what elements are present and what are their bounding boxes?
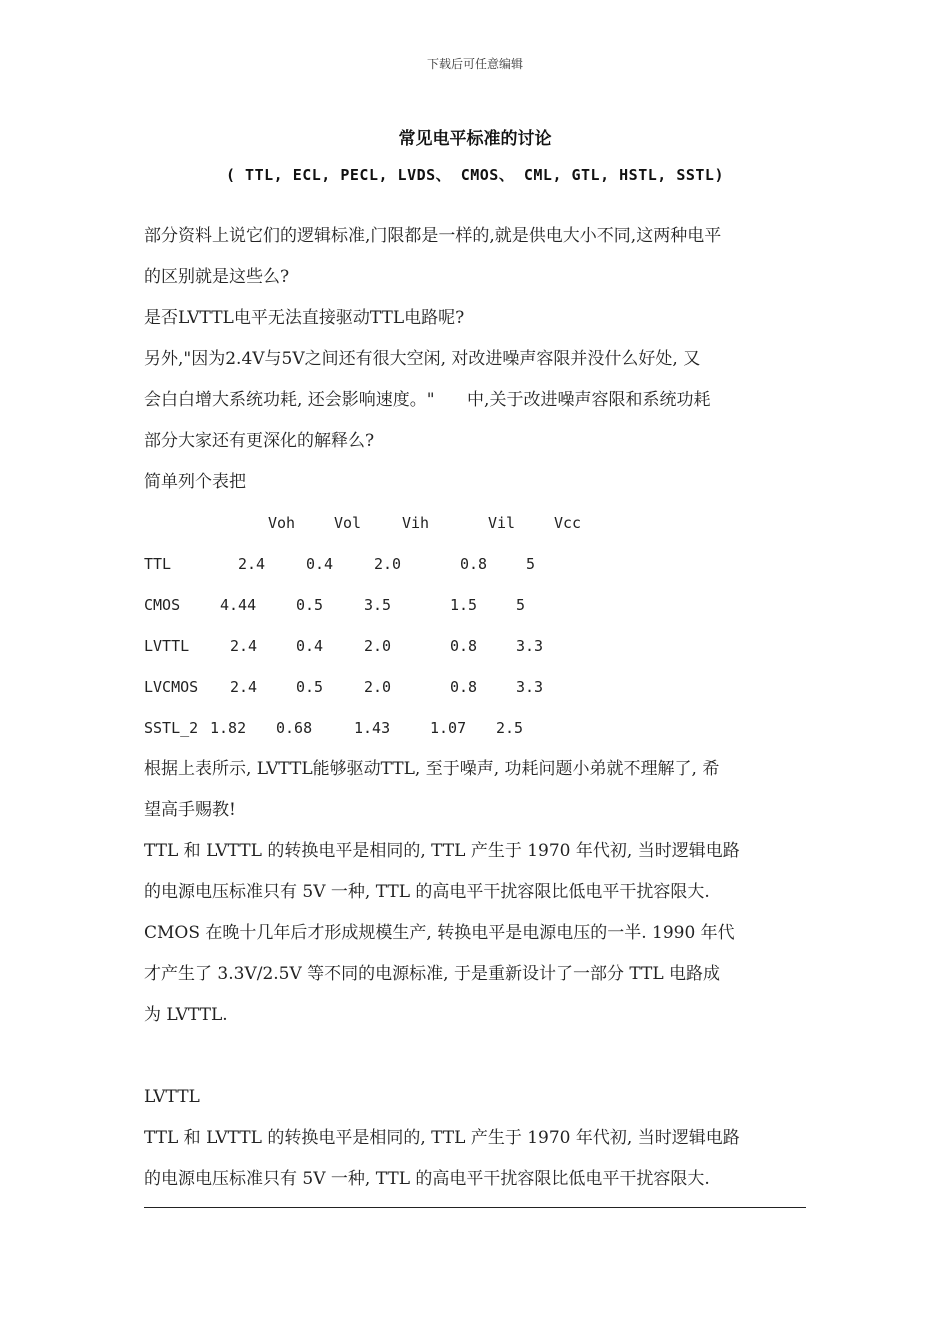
table-cell: TTL — [144, 555, 172, 573]
table-cell: CMOS — [144, 596, 181, 614]
paragraph-line: 另外,"因为2.4V与5V之间还有很大空闲, 对改进噪声容限并没什么好处, 又 — [144, 349, 701, 369]
table-cell: 0.8 — [450, 678, 478, 696]
table-header-cell: Voh — [268, 514, 296, 532]
table-cell: 3.3 — [516, 678, 544, 696]
paragraph-line: 简单列个表把 — [144, 472, 246, 492]
section-heading: LVTTL — [144, 1087, 200, 1107]
blank-line — [144, 1036, 808, 1077]
table-header-cell: Vil — [488, 514, 516, 532]
paragraph-line: 会白白增大系统功耗, 还会影响速度。" 中,关于改进噪声容限和系统功耗 — [144, 390, 711, 410]
table-cell: 0.68 — [276, 719, 313, 737]
table-cell: SSTL_2 — [144, 719, 199, 737]
table-cell: 0.5 — [296, 596, 324, 614]
table-cell: LVCMOS — [144, 678, 199, 696]
table-cell: 2.5 — [496, 719, 524, 737]
table-header-cell: Vol — [334, 514, 362, 532]
table-header-row — [144, 503, 808, 544]
table-cell: 0.4 — [296, 637, 324, 655]
table-cell: 1.82 — [210, 719, 247, 737]
table-header-cell: Vih — [402, 514, 430, 532]
table-cell: 1.43 — [354, 719, 391, 737]
paragraph-line: 才产生了 3.3V/2.5V 等不同的电源标准, 于是重新设计了一部分 TTL 电路成 — [144, 964, 721, 984]
table-cell: 5 — [516, 596, 526, 614]
paragraph-line: CMOS 在晚十几年后才形成规模生产, 转换电平是电源电压的一半. 1990 年代 — [144, 923, 735, 943]
table-cell: 1.07 — [430, 719, 467, 737]
paragraph-line: 望高手赐教! — [144, 800, 236, 820]
paragraph-line: 的区别就是这些么? — [144, 267, 290, 287]
table-cell: 2.0 — [364, 637, 392, 655]
table-row — [144, 667, 808, 708]
paragraph-line: 部分资料上说它们的逻辑标准,门限都是一样的,就是供电大小不同,这两种电平 — [144, 226, 722, 246]
page-header-note: 下载后可任意编辑 — [426, 57, 523, 71]
table-cell: 0.8 — [460, 555, 488, 573]
table-cell: LVTTL — [144, 637, 190, 655]
table-row — [144, 708, 808, 749]
table-cell: 2.4 — [230, 637, 258, 655]
document-body — [144, 216, 808, 1200]
paragraph-line: 的电源电压标准只有 5V 一种, TTL 的高电平干扰容限比低电平干扰容限大. — [144, 882, 710, 902]
table-row — [144, 626, 808, 667]
paragraph-line: 部分大家还有更深化的解释么? — [144, 431, 375, 451]
table-cell: 5 — [526, 555, 536, 573]
table-cell: 2.0 — [374, 555, 402, 573]
table-cell: 1.5 — [450, 596, 478, 614]
document-subtitle: ( TTL, ECL, PECL, LVDS、 CMOS、 CML, GTL, HSTL, SSTL) — [225, 166, 724, 184]
paragraph-line: 为 LVTTL. — [144, 1005, 228, 1025]
table-cell: 0.5 — [296, 678, 324, 696]
table-row — [144, 544, 808, 585]
table-cell: 3.5 — [364, 596, 392, 614]
paragraph-line: 是否LVTTL电平无法直接驱动TTL电路呢? — [144, 308, 465, 328]
table-cell: 2.4 — [238, 555, 266, 573]
table-cell: 4.44 — [220, 596, 257, 614]
table-cell: 2.0 — [364, 678, 392, 696]
table-row — [144, 585, 808, 626]
paragraph-line: TTL 和 LVTTL 的转换电平是相同的, TTL 产生于 1970 年代初, 当时逻辑电路 — [144, 1128, 740, 1148]
bottom-divider — [144, 1207, 806, 1208]
paragraph-line: 根据上表所示, LVTTL能够驱动TTL, 至于噪声, 功耗问题小弟就不理解了, 希 — [144, 759, 720, 779]
table-cell: 2.4 — [230, 678, 258, 696]
table-cell: 0.8 — [450, 637, 478, 655]
table-cell: 3.3 — [516, 637, 544, 655]
table-header-cell: Vcc — [554, 514, 582, 532]
paragraph-line: TTL 和 LVTTL 的转换电平是相同的, TTL 产生于 1970 年代初, 当时逻辑电路 — [144, 841, 740, 861]
table-cell: 0.4 — [306, 555, 334, 573]
document-title: 常见电平标准的讨论 — [398, 129, 552, 149]
paragraph-line: 的电源电压标准只有 5V 一种, TTL 的高电平干扰容限比低电平干扰容限大. — [144, 1169, 710, 1189]
